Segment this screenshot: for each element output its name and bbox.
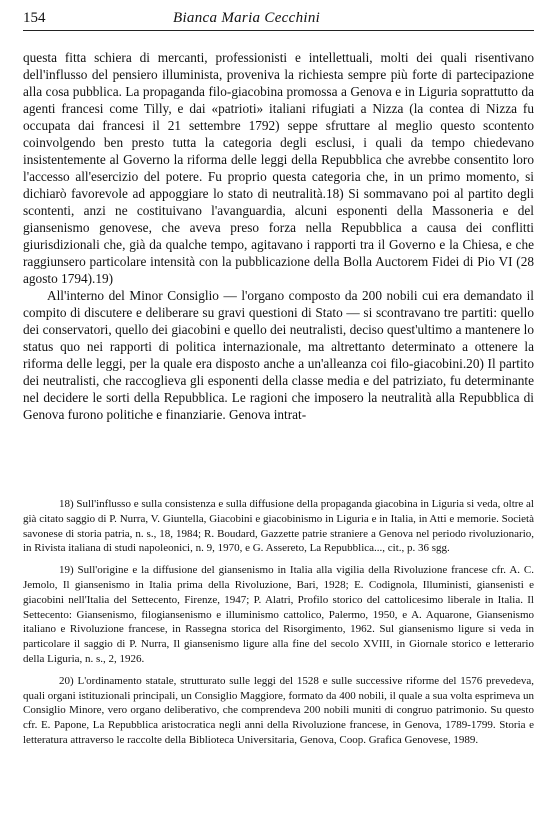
running-title: Bianca Maria Cecchini (173, 10, 321, 26)
paragraph-2: All'interno del Minor Consiglio — l'organo composto da 200 nobili cui era demandato il compito di discutere e deliberare su gravi questioni di Stato — si scontravano tre partiti: quello dei conservatori, quello dei giacobini e quello dei neutralisti, deciso quest'ultimo a mantenere lo status quo nei rapporti di politica internazionale, ma altrettanto determinato a ottenere la riforma delle leggi, per la quale era disposto anche a un'alleanza coi filo-giacobini.20) Il partito dei neutralisti, che raccoglieva gli esponenti della classe media e del patriziato, fu determinante nel decidere le sorti della Repubblica. Le ragioni che imposero la neutralità alla Repubblica di Genova furono politiche e finanziarie. Genova intrat- (23, 288, 534, 422)
footnote-19: 19) Sull'origine e la diffusione del giansenismo in Italia alla vigilia della Rivoluzione francese cfr. A. C. Jemolo, Il giansenismo in Italia prima della Rivoluzione, Bari, 1928; E. Codignola, Illuministi, giansenisti e giacobini nell'Italia del Settecento, Firenze, 1947; P. Alatri, Profilo storico del cattolicesimo liberale in Italia. Il Settecento: Giansenismo, filogiansenismo e illuminismo cattolico, Palermo, 1950, e A. Aquarone, Giansenismo italiano e Rivoluzione francese, in Rassegna storica del Risorgimento, 1962. Sul giansenismo ligure si veda in particolare il saggio di P. Nurra, Il giansenismo ligure alla fine del secolo XVIII, in Giornale storico e letterario della Liguria, n. s., 2, 1926. (23, 564, 534, 665)
footnotes (23, 497, 534, 755)
page-number: 154 (23, 10, 46, 26)
paragraph-1: questa fitta schiera di mercanti, professionisti e intellettuali, molti dei quali risentivano dell'influsso del pensiero illuminista, proveniva la richiesta sempre più forte di partecipazione alla cosa pubblica. La propaganda filo-giacobina promossa a Genova e in Liguria soprattutto da agenti francesi come Tilly, e dai «patrioti» italiani rifugiati a Nizza (la contea di Nizza fu occupata dai francesi il 21 settembre 1792) seppe sfruttare al meglio questo scontento coinvolgendo ben presto tutta la categoria degli esclusi, i quali da tempo chiedevano insistentemente al Governo la riforma delle leggi della Repubblica che avrebbe consentito loro l'accesso all'esercizio del potere. Fu proprio questa categoria che, in un primo momento, si dichiarò favorevole ad appoggiare lo stato di neutralità.18) Si sommavano poi al partito degli scontenti, anzi ne costituivano l'avanguardia, alcuni esponenti della Massoneria e del giansenismo genovese, che aveva preso forza nella Repubblica a causa dei conflitti giurisdizionali che, già da qualche tempo, agitavano i rapporti tra il Governo e la Chiesa, e che raggiunsero particolare intensità con la pubblicazione della Bolla Auctorem Fidei di Pio VI (28 agosto 1794).19) (23, 50, 534, 286)
footnote-18: 18) Sull'influsso e sulla consistenza e sulla diffusione della propaganda giacobina in Liguria si veda, oltre al già citato saggio di P. Nurra, V. Giuntella, Giacobini e giacobinismo in Liguria e in Italia, in Atti e memorie. Società savonese di storia patria, n. s., 18, 1984; R. Boudard, Gazzette patrie straniere a Genova nel periodo rivoluzionario, in Rivista italiana di studi napoleonici, n. 9, 1970, e G. Assereto, La Repubblica..., cit., p. 36 sgg. (23, 498, 534, 555)
main-text (23, 49, 534, 423)
page-header (23, 8, 534, 31)
footnote-20: 20) L'ordinamento statale, strutturato sulle leggi del 1528 e sulle successive riforme del 1576 prevedeva, quali organi istituzionali principali, un Consiglio Maggiore, formato da 400 nobili, il quale a sua volta esprimeva un Consiglio Minore, vero organo deliberativo, che comprendeva 200 nobili muniti di congruo patrimonio. Su questo cfr. E. Papone, La Repubblica aristocratica negli anni della Rivoluzione francese, in Genova, 1789-1799. Storia e letteratura attraverso le raccolte della Biblioteca Universitaria, Genova, Coop. Grafica Genovese, 1989. (23, 674, 534, 746)
